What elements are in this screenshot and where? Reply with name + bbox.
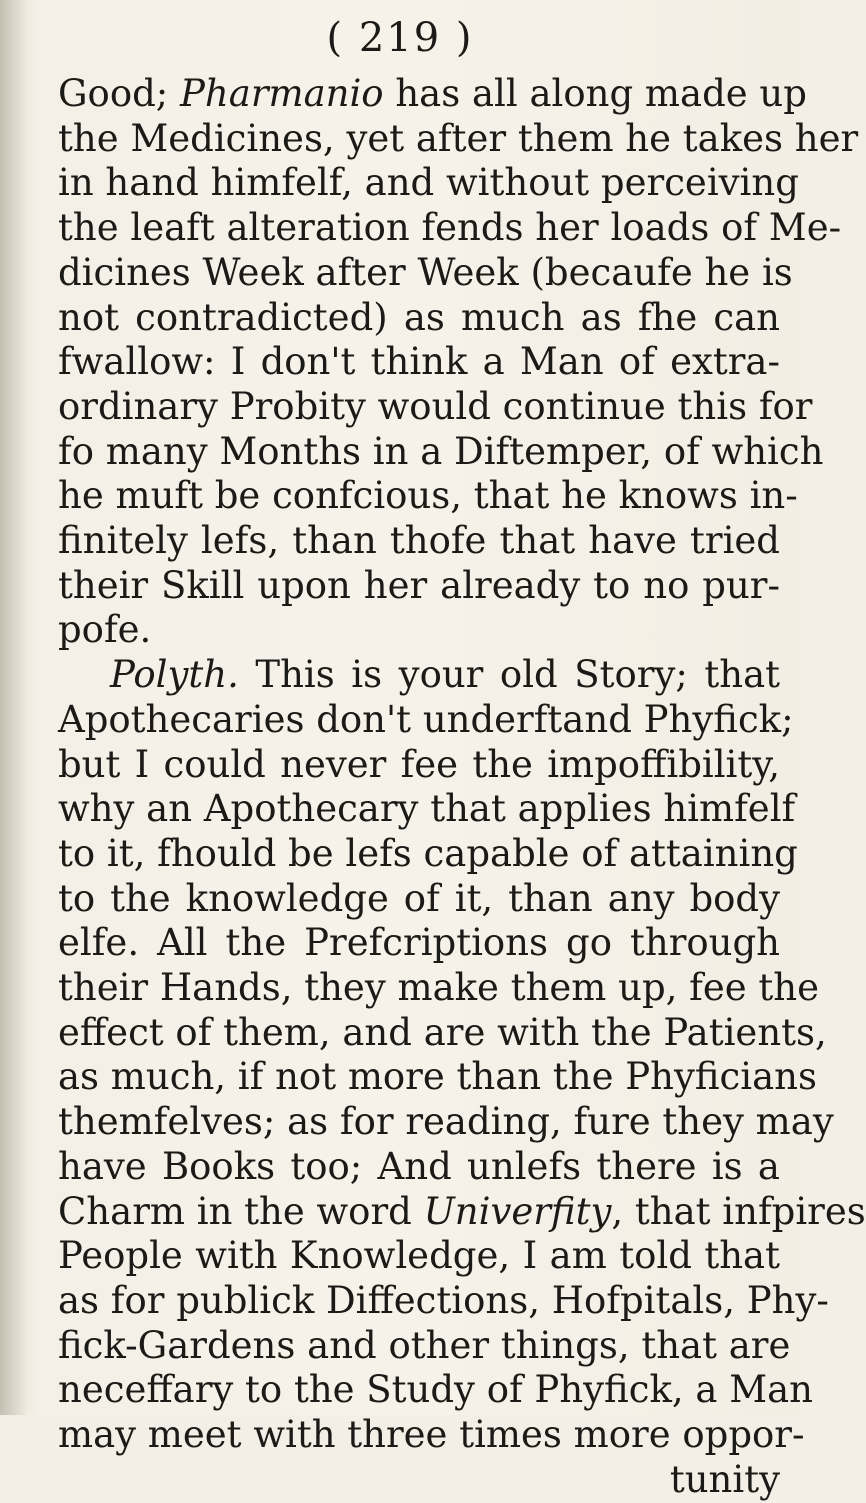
gutter-shadow <box>0 0 28 1415</box>
text-run: may meet with three times more oppor- <box>58 1413 805 1457</box>
text-line <box>58 250 793 296</box>
text-run: but I could never fee the impoffibility, <box>58 742 780 786</box>
text-line <box>58 519 780 564</box>
text-line <box>58 653 780 698</box>
text-run: elfe. All the Prefcriptions go through <box>58 921 780 965</box>
text-line <box>58 1010 827 1056</box>
text-run: their Hands, they make them up, fee the <box>58 966 820 1010</box>
text-run: Apothecaries don't underftand Phyfick; <box>58 697 794 741</box>
text-run: effect of them, and are with the Patients, <box>58 1010 827 1054</box>
text-line <box>58 1145 780 1190</box>
text-line <box>58 296 780 341</box>
text-run: have Books too; And unlefs there is a <box>58 1144 780 1188</box>
text-line <box>58 1100 834 1145</box>
text-line <box>58 743 780 788</box>
text-run: to the knowledge of it, than any body <box>58 876 780 920</box>
text-run: he muft be confcious, that he knows in- <box>58 474 798 518</box>
text-run: tunity <box>669 1457 780 1501</box>
text-run: the Medicines, yet after them he takes her <box>58 116 859 160</box>
text-line <box>58 429 824 475</box>
text-line <box>58 608 780 653</box>
text-line <box>58 1278 829 1324</box>
text-run: This is your old Story; that <box>238 653 780 697</box>
text-run: fo many Months in a Diftemper, of which <box>58 429 824 473</box>
text-line <box>58 1458 780 1503</box>
text-line <box>58 787 796 832</box>
text-run: the leaft alteration fends her loads of Me- <box>58 206 842 250</box>
text-run: Good; <box>58 72 181 115</box>
text-run: Charm in the word <box>58 1189 424 1233</box>
text-run: finitely lefs, than thofe that have tried <box>58 519 780 563</box>
text-line <box>58 564 780 609</box>
text-run: as for publick Diffections, Hofpitals, Phy- <box>58 1278 829 1322</box>
text-run: People with Knowledge, I am told that <box>58 1234 780 1278</box>
text-line <box>58 1234 780 1279</box>
text-line <box>58 1413 805 1458</box>
text-run: dicines Week after Week (becaufe he is <box>58 250 793 294</box>
text-line <box>58 1055 817 1100</box>
text-line <box>58 116 859 162</box>
page-number: ( 219 ) <box>326 15 474 61</box>
text-line <box>58 1368 813 1413</box>
text-run: fwallow: I don't think a Man of extra- <box>58 340 780 384</box>
text-line <box>58 966 820 1011</box>
text-run: as much, if not more than the Phyficians <box>58 1055 817 1099</box>
text-line <box>58 384 813 430</box>
text-run: in hand himfelf, and without perceiving <box>58 161 799 205</box>
text-run: has all along made up <box>383 72 807 115</box>
italic-text: Pharmanio <box>180 72 384 115</box>
text-line <box>58 697 794 743</box>
text-line <box>58 1189 866 1235</box>
text-run: not contradicted) as much as fhe can <box>58 295 780 339</box>
text-line <box>58 340 780 385</box>
text-run: to it, fhould be lefs capable of attaining <box>58 831 798 875</box>
body-text <box>58 72 866 1503</box>
text-line <box>58 474 798 519</box>
text-run: , that infpires <box>611 1189 866 1233</box>
text-line <box>58 161 799 206</box>
text-line <box>58 831 798 877</box>
text-run: why an Apothecary that applies himfelf <box>58 787 796 831</box>
text-run: neceffary to the Study of Phyfick, a Man <box>58 1368 813 1412</box>
italic-text: Univerfity <box>423 1189 612 1233</box>
text-run: pofe. <box>58 608 152 652</box>
text-run: fick-Gardens and other things, that are <box>58 1323 791 1367</box>
text-run: their Skill upon her already to no pur- <box>58 563 780 607</box>
text-run: ordinary Probity would continue this for <box>58 384 813 428</box>
text-line <box>58 1323 791 1369</box>
text-line <box>58 206 842 251</box>
text-line <box>58 921 780 966</box>
text-line <box>58 72 807 117</box>
text-line <box>58 877 780 922</box>
text-run: themfelves; as for reading, fure they may <box>58 1100 834 1144</box>
italic-text: Polyth. <box>110 653 239 697</box>
